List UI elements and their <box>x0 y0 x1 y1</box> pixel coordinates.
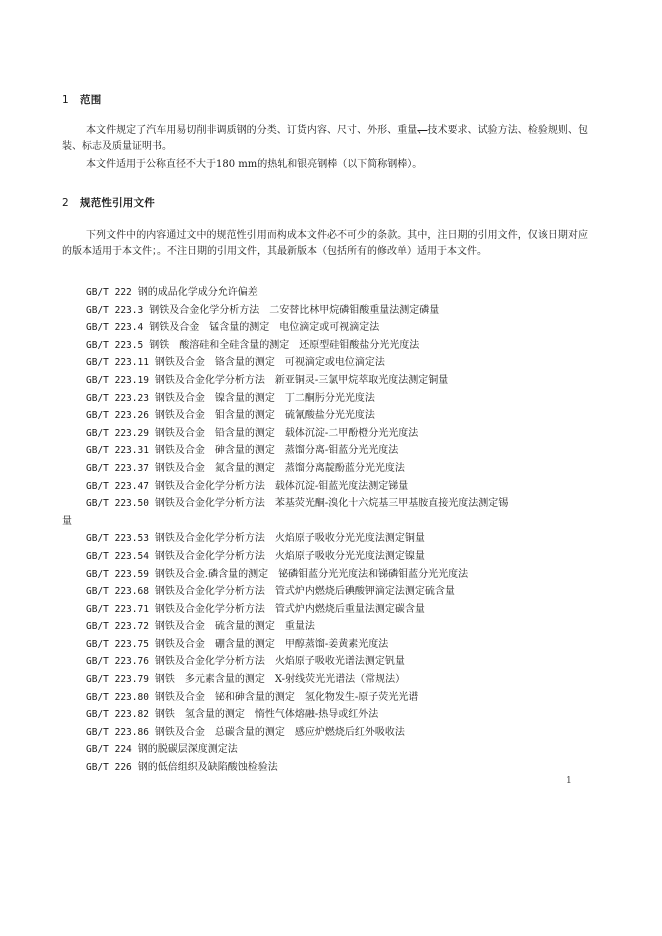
reference-code: GB/T 223.37 <box>86 462 149 474</box>
reference-item <box>62 302 592 320</box>
reference-title: 钢铁及合金 铬含量的测定 可视滴定或电位滴定法 <box>154 357 385 369</box>
reference-item <box>62 460 592 478</box>
reference-code: GB/T 223.86 <box>86 726 149 738</box>
section-2-title: 规范性引用文件 <box>80 197 155 209</box>
section-1-title: 范围 <box>80 94 102 106</box>
reference-item <box>62 618 592 636</box>
reference-title: 钢铁及合金化学分析方法 苯基荧光酮-溴化十六烷基三甲基胺直接光度法测定锡 <box>154 498 509 510</box>
reference-code: GB/T 223.19 <box>86 374 149 386</box>
reference-item <box>62 653 592 671</box>
reference-title: 钢铁 氢含量的测定 惰性气体熔融-热导或红外法 <box>154 709 379 721</box>
reference-title: 钢铁及合金化学分析方法 火焰原子吸收分光光度法测定镍量 <box>154 550 425 562</box>
reference-item <box>62 689 592 707</box>
reference-item <box>62 372 592 390</box>
reference-title: 钢铁及合金 硼含量的测定 甲醇蒸馏-姜黄素光度法 <box>154 638 389 650</box>
reference-list <box>62 284 592 777</box>
reference-title: 钢铁及合金化学分析方法 管式炉内燃烧后重量法测定碳含量 <box>154 603 425 615</box>
reference-item <box>62 706 592 724</box>
reference-title: 钢铁及合金化学分析方法 火焰原子吸收光谱法测定钒量 <box>154 656 405 668</box>
reference-code: GB/T 223.26 <box>86 410 149 422</box>
reference-item <box>62 284 592 302</box>
reference-code: GB/T 223.50 <box>86 498 149 510</box>
reference-item <box>62 741 592 759</box>
reference-code: GB/T 223.4 <box>86 322 144 334</box>
page-number: 1 <box>566 776 572 786</box>
reference-code: GB/T 222 <box>86 287 132 298</box>
reference-title: 钢铁及合金 锰含量的测定 电位滴定或可视滴定法 <box>149 322 380 334</box>
reference-item <box>62 566 592 584</box>
reference-code: GB/T 223.11 <box>86 357 149 369</box>
reference-code: GB/T 223.79 <box>86 674 149 686</box>
reference-code: GB/T 223.53 <box>86 533 149 545</box>
section-1-heading <box>62 92 101 107</box>
reference-title: 钢铁及合金化学分析方法 二安替比林甲烷磷钼酸重量法测定磷量 <box>149 304 440 316</box>
reference-item <box>62 478 592 496</box>
scope-paragraph-1 <box>62 123 588 155</box>
reference-item <box>62 442 592 460</box>
reference-title: 钢铁及合金化学分析方法 新亚铜灵-三氯甲烷萃取光度法测定铜量 <box>154 374 449 386</box>
reference-title: 钢铁及合金 镍含量的测定 丁二酮肟分光光度法 <box>154 392 375 404</box>
section-2-heading <box>62 195 155 210</box>
reference-title: 钢铁及合金化学分析方法 载体沉淀-钼蓝光度法测定锑量 <box>154 480 409 492</box>
reference-code: GB/T 223.80 <box>86 691 149 703</box>
reference-code: GB/T 224 <box>86 744 132 756</box>
reference-code: GB/T 223.72 <box>86 621 149 633</box>
reference-code: GB/T 223.76 <box>86 656 149 668</box>
reference-title: 钢铁 多元素含量的测定 X-射线荧光光谱法（常规法） <box>154 674 406 686</box>
reference-item <box>62 759 592 777</box>
reference-code: GB/T 223.75 <box>86 638 149 650</box>
reference-code: GB/T 223.59 <box>86 568 149 580</box>
reference-title: 钢的脱碳层深度测定法 <box>137 744 238 756</box>
reference-code: GB/T 223.5 <box>86 339 144 351</box>
reference-title: 钢铁及合金 砷含量的测定 蒸馏分离-钼蓝分光光度法 <box>154 445 399 457</box>
reference-item <box>62 583 592 601</box>
reference-item <box>62 495 592 530</box>
scope-text-a: 本文件规定了汽车用易切削非调质钢的分类、订货内容、尺寸、外形、重量 <box>86 125 418 136</box>
reference-code: GB/T 223.29 <box>86 427 149 439</box>
reference-title-continuation: 量 <box>62 515 72 527</box>
reference-title: 钢铁及合金.磷含量的测定 铋磷钼蓝分光光度法和锑磷钼蓝分光光度法 <box>154 568 469 580</box>
reference-item <box>62 548 592 566</box>
reference-code: GB/T 223.31 <box>86 445 149 457</box>
reference-title: 钢铁及合金 氮含量的测定 蒸馏分离靛酚蓝分光光度法 <box>154 462 405 474</box>
reference-item <box>62 530 592 548</box>
reference-item <box>62 636 592 654</box>
reference-code: GB/T 223.47 <box>86 480 149 492</box>
reference-code: GB/T 223.68 <box>86 586 149 598</box>
scope-paragraph-2: 本文件适用于公称直径不大于180 mm的热轧和银亮钢棒（以下简称钢棒）。 <box>86 159 423 170</box>
reference-item <box>62 390 592 408</box>
reference-code: GB/T 223.3 <box>86 304 144 316</box>
reference-title: 钢铁及合金 铋和砷含量的测定 氢化物发生-原子荧光光谱 <box>154 691 419 703</box>
reference-title: 钢的成品化学成分允许偏差 <box>137 287 258 298</box>
reference-code: GB/T 223.82 <box>86 709 149 721</box>
references-intro: 下列文件中的内容通过文中的规范性引用而构成本文件必不可少的条款。其中，注日期的引用文件，仅该日期对应的版本适用于本文件；。不注日期的引用文件，其最新版本（包括所有的修改单）适用于本文件。 <box>62 230 588 258</box>
reference-item <box>62 407 592 425</box>
reference-item <box>62 319 592 337</box>
reference-title: 钢铁及合金化学分析方法 火焰原子吸收分光光度法测定铜量 <box>154 533 425 545</box>
reference-item <box>62 354 592 372</box>
reference-title: 钢铁及合金 总碳含量的测定 感应炉燃烧后红外吸收法 <box>154 726 405 738</box>
reference-title: 钢铁及合金化学分析方法 管式炉内燃烧后碘酸钾滴定法测定硫含量 <box>154 586 455 598</box>
reference-code: GB/T 223.54 <box>86 550 149 562</box>
reference-code: GB/T 223.71 <box>86 603 149 615</box>
reference-title: 钢铁及合金 钼含量的测定 硫氰酸盐分光光度法 <box>154 410 375 422</box>
reference-item <box>62 337 592 355</box>
reference-code: GB/T 226 <box>86 762 132 774</box>
reference-title: 钢的低倍组织及缺陷酸蚀检验法 <box>137 762 278 774</box>
scope-strikethrough-mark: 、 <box>417 125 428 136</box>
reference-code: GB/T 223.23 <box>86 392 149 404</box>
section-1-number: 1 <box>62 94 69 106</box>
reference-title: 钢铁 酸溶硅和全硅含量的测定 还原型硅钼酸盐分光光度法 <box>149 339 420 351</box>
reference-title: 钢铁及合金 硫含量的测定 重量法 <box>154 621 315 633</box>
reference-item <box>62 601 592 619</box>
reference-item <box>62 724 592 742</box>
reference-item <box>62 671 592 689</box>
scope-text-b: 技术要求、试验方法、检验规则、包装、标志及质量证明书。 <box>62 125 589 153</box>
reference-title: 钢铁及合金 铅含量的测定 载体沉淀-二甲酚橙分光光度法 <box>154 427 419 439</box>
section-2-number: 2 <box>62 197 69 209</box>
reference-item <box>62 425 592 443</box>
